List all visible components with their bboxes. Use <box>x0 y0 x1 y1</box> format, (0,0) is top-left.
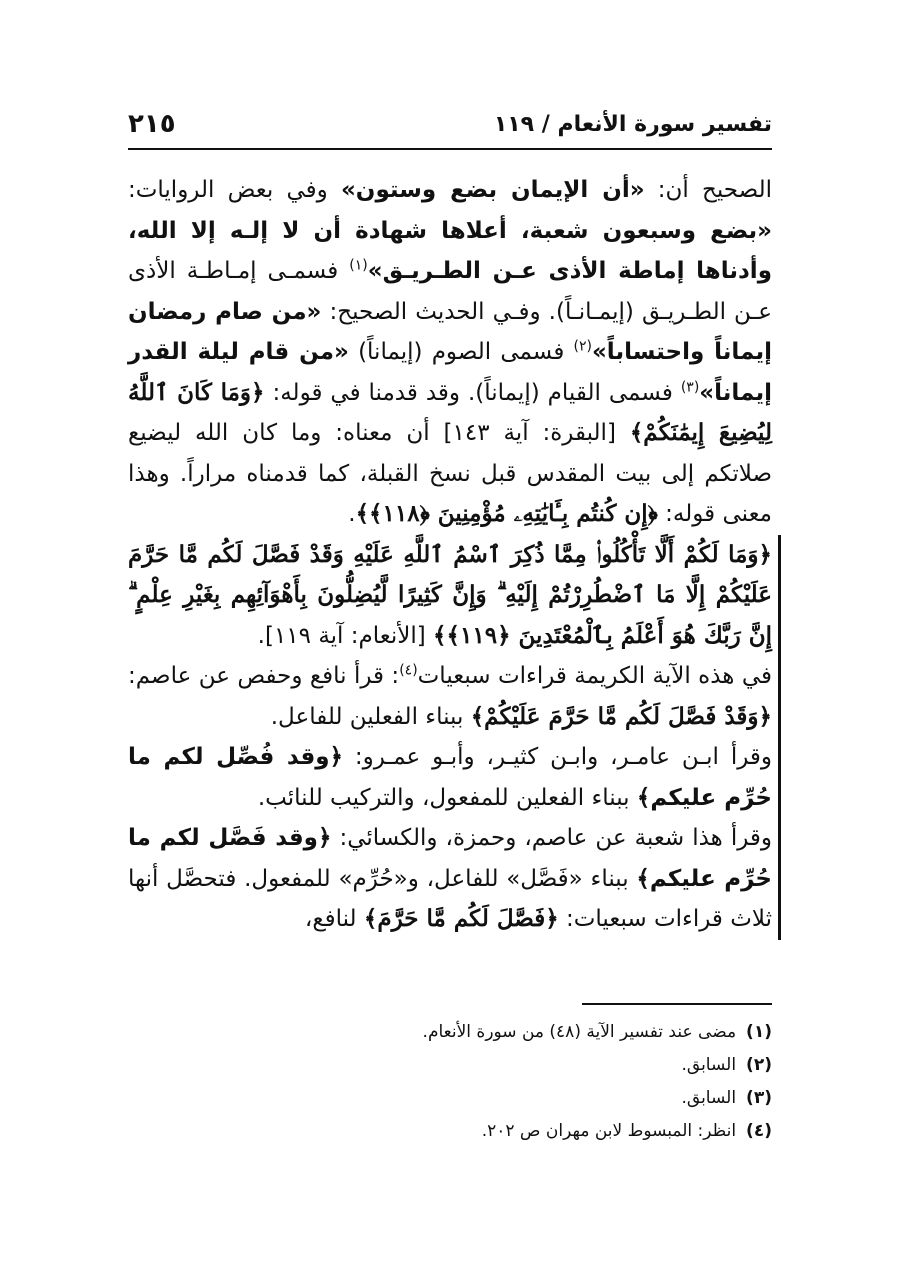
quran-verse: ﴿فَصَّلَ لَكُم مَّا حَرَّمَ﴾ <box>363 905 559 932</box>
page-header <box>128 104 772 144</box>
text-run: في هذه الآية الكريمة قراءات سبعيات <box>417 663 772 689</box>
footnote-number: (١) <box>746 1022 772 1042</box>
footnote-ref: (٤) <box>399 662 418 679</box>
text-run: . <box>348 501 356 527</box>
page-number: ٢١٥ <box>128 109 176 139</box>
quran-verse: ﴿إِن كُنتُم بِـَٔايَٰتِهِۦ مُؤْمِنِينَ ﴿١١٨﴾﴾ <box>355 500 658 527</box>
footnote-rule <box>582 1003 772 1005</box>
text-run: [البقرة: آية ١٤٣] أن معناه: وما كان الله ليضيع صلاتكم إلى بيت المقدس قبل نسخ القبلة، كما قدمناه مراراً. وهذا معنى قوله: <box>128 420 772 527</box>
text-run: ببناء «فَصَّل» للفاعل، و«حُرِّم» للمفعول. فتحصَّل أنها ثلاث قراءات سبعيات: <box>128 865 772 932</box>
footnote-number: (٣) <box>746 1088 772 1108</box>
text-run: ببناء الفعلين للفاعل. <box>270 703 471 730</box>
paragraph-3 <box>128 656 781 737</box>
hadith-quote: «من صام رمضان إيماناً واحتساباً» <box>128 298 772 365</box>
text-run: لنافع، <box>304 906 364 932</box>
text-run: : قرأ نافع وحفص عن عاصم: <box>128 663 400 689</box>
text-run: [الأنعام: آية ١١٩]. <box>257 622 434 649</box>
quran-reading: ﴿وقد فَصَّل لكم ما حُرِّم عليكم﴾ <box>128 825 772 892</box>
text-run: فسمى الصوم (إيماناً) <box>348 339 574 365</box>
footnote-text: السابق. <box>681 1055 737 1075</box>
text-run: وقرأ هذا شعبة عن عاصم، وحمزة، والكسائي: <box>331 825 773 851</box>
quran-verse: ﴿وَقَدْ فَصَّلَ لَكُم مَّا حَرَّمَ عَلَيْكُمْ﴾ <box>470 702 772 730</box>
footnote-ref: (٣) <box>680 378 700 395</box>
footnote-ref: (١) <box>349 257 368 274</box>
quran-verse: ﴿وَمَا لَكُمْ أَلَّا تَأْكُلُوا۟ مِمَّا ذُكِرَ ٱسْمُ ٱللَّهِ عَلَيْهِ وَقَدْ فَصَّلَ لَكُم مَّا حَرَّمَ عَلَيْكُمْ إِلَّا مَا ٱضْطُرِرْتُمْ إِلَيْهِ ۗ وَإِنَّ كَثِيرًا لَّيُضِلُّونَ بِأَهْوَآئِهِم بِغَيْرِ عِلْمٍ ۗ إِنَّ رَبَّكَ هُوَ أَعْلَمُ بِٱلْمُعْتَدِينَ ﴿١١٩﴾﴾ <box>128 540 772 649</box>
footnote <box>128 1115 772 1148</box>
footnote <box>128 1016 772 1049</box>
text-run: وفي بعض الروايات: <box>128 177 341 203</box>
quran-verse: ﴿وَمَا كَانَ ٱللَّهُ لِيُضِيعَ إِيمَٰنَكُمْ﴾ <box>128 378 772 446</box>
paragraph-2-verse <box>128 535 781 657</box>
quran-reading: ﴿وقد فُصِّل لكم ما حُرِّم عليكم﴾ <box>128 744 772 811</box>
footnote-text: السابق. <box>681 1088 737 1108</box>
paragraph-5 <box>128 818 781 940</box>
footnotes <box>128 1016 772 1148</box>
footnote-text: انظر: المبسوط لابن مهران ص ٢٠٢. <box>481 1121 737 1141</box>
footnote <box>128 1049 772 1082</box>
hadith-quote: «من قام ليلة القدر إيماناً» <box>128 339 772 406</box>
body-text <box>128 170 772 940</box>
footnote-text: مضى عند تفسير الآية (٤٨) من سورة الأنعام. <box>422 1022 737 1042</box>
text-run: الصحيح أن: <box>644 177 772 203</box>
text-run: فسمـى إمـاطـة الأذى عـن الطـريـق (إيمـانـاً). وفـي الحديث الصحيح: <box>128 258 772 325</box>
hadith-quote: «أن الإيمان بضع وستون» <box>340 177 645 203</box>
paragraph-1 <box>128 170 772 535</box>
paragraph-4 <box>128 737 781 818</box>
text-run: ببناء الفعلين للمفعول، والتركيب للنائب. <box>257 784 637 811</box>
text-run: فسمى القيام (إيماناً). وقد قدمنا في قوله: <box>264 379 681 406</box>
hadith-quote: «بضع وسبعون شعبة، أعلاها شهادة أن لا إلـه إلا الله، وأدناها إماطة الأذى عـن الطـريـق» <box>128 217 772 284</box>
footnote-ref: (٢) <box>573 338 592 355</box>
footnote-number: (٤) <box>746 1121 772 1141</box>
text-run: وقرأ ابـن عامـر، وابـن كثيـر، وأبـو عمـرو: <box>343 744 773 770</box>
header-rule <box>128 148 772 150</box>
running-title: تفسير سورة الأنعام / ١١٩ <box>493 111 772 137</box>
footnote-number: (٢) <box>746 1055 772 1075</box>
footnote <box>128 1082 772 1115</box>
